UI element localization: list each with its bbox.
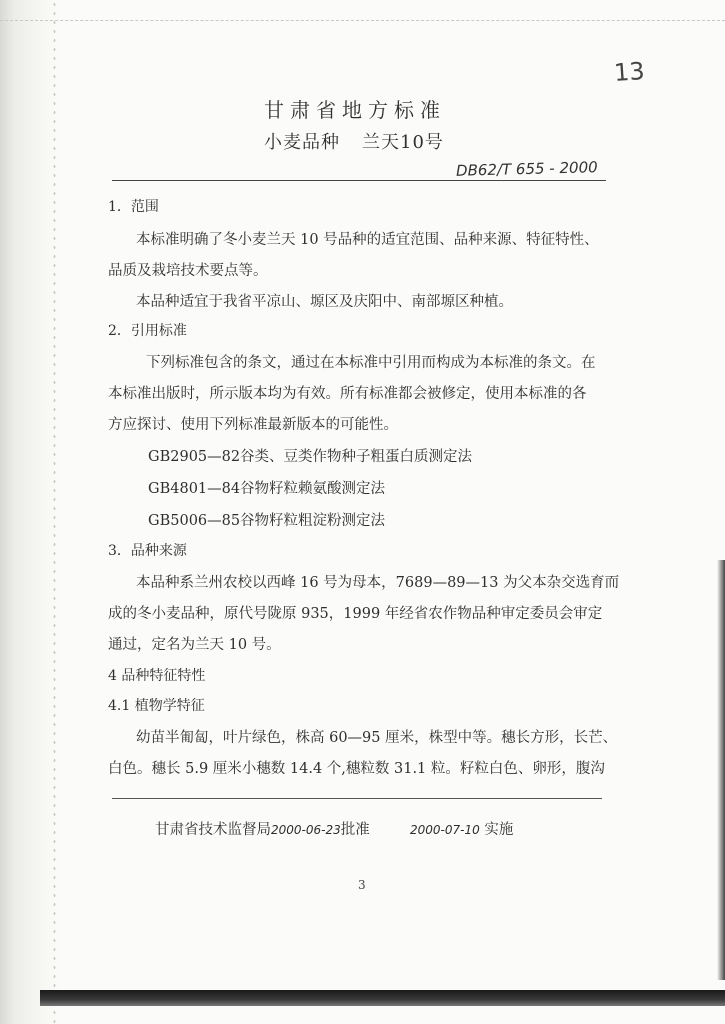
paragraph-line: 方应探讨、使用下列标准最新版本的可能性。 [108,417,398,433]
section-heading-references: 2．引用标准 [108,323,187,339]
issuer: 甘肃省技术监督局 [155,822,271,838]
paragraph-line: 本品种适宜于我省平凉山、塬区及庆阳中、南部塬区种植。 [136,294,513,310]
section-heading-botanical: 4.1 植物学特征 [108,698,205,714]
standard-subtitle [264,128,444,154]
paragraph-line: 本标准明确了冬小麦兰天 10 号品种的适宜范围、品种来源、特征特性、 [136,232,599,248]
section-heading-origin: 3．品种来源 [108,543,187,559]
reference-item [148,445,472,466]
paragraph-line: 白色。穗长 5.9 厘米小穗数 14.4 个,穗粒数 31.1 粒。籽粒白色、卵形，腹沟 [108,761,605,777]
reference-item [148,477,385,498]
paragraph-line: 通过，定名为兰天 10 号。 [108,637,281,653]
reference-title: 谷物籽粒粗淀粉测定法 [240,513,385,529]
page-number: 3 [358,878,366,892]
paragraph-line: 本标准出版时，所示版本均为有效。所有标准都会被修定，使用本标准的各 [108,386,587,402]
paragraph-line: 幼苗半匍匐，叶片绿色，株高 60—95 厘米，株型中等。穗长方形，长芒、 [136,730,618,746]
scan-bottom-band [40,990,725,1006]
implementation-date: 2000-07-10 [410,823,480,837]
paragraph-line: 成的冬小麦品种，原代号陇原 935，1999 年经省农作物品种审定委员会审定 [108,606,603,622]
paragraph-line: 品质及栽培技术要点等。 [108,263,268,279]
reference-code: GB5006—85 [148,513,241,529]
issue-label: 批准 [340,822,370,838]
reference-title: 谷物籽粒赖氨酸测定法 [240,481,385,497]
binding-holes [52,0,58,1024]
doc-number: DB62/T 655 - 2000 [455,158,598,180]
crop-type: 小麦品种 [264,132,340,153]
variety-name: 兰天10号 [362,132,444,153]
paragraph-line: 下列标准包含的条文，通过在本标准中引用而构成为本标准的条文。在 [146,355,596,371]
reference-code: GB4801—84 [148,481,241,497]
top-dashed-line [0,20,725,21]
reference-item [148,509,385,530]
issue-date: 2000-06-23 [271,823,341,837]
footer-rule [112,798,602,799]
section-heading-traits: 4 品种特征特性 [108,668,206,684]
paragraph-line: 本品种系兰州农校以西峰 16 号为母本，7689—89—13 为父本杂交选育而 [136,575,620,591]
implementation-info [410,818,513,839]
section-heading-scope: 1．范围 [108,199,159,215]
standard-title: 甘肃省地方标准 [264,98,446,122]
issue-info [155,818,370,839]
reference-code: GB2905—82 [148,449,241,465]
header-rule [112,180,606,181]
reference-title: 谷类、豆类作物种子粗蛋白质测定法 [240,449,472,465]
implementation-label: 实施 [484,822,514,838]
scan-edge-right [717,560,725,980]
handwritten-page-mark: 13 [613,56,646,88]
